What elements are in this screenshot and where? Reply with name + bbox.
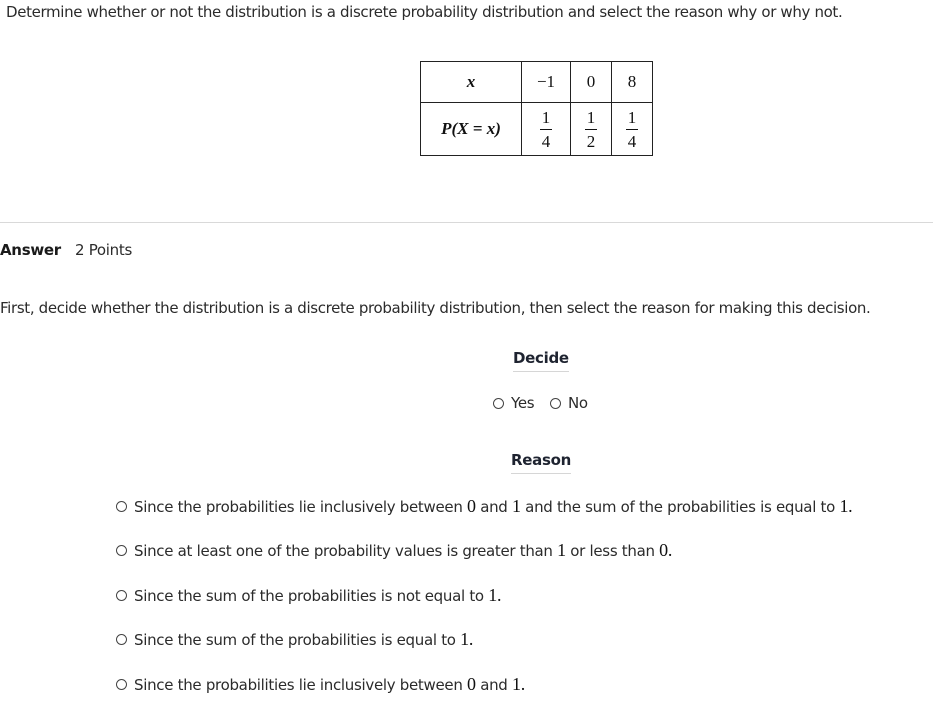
denominator: 4 <box>627 132 637 151</box>
reason-option-4[interactable] <box>116 629 473 650</box>
decide-option-no[interactable] <box>550 394 588 412</box>
row-label-probability: P(X = x) <box>421 103 522 156</box>
table-row-x <box>421 62 653 103</box>
reason-title: Reason <box>511 451 571 474</box>
numerator: 1 <box>540 109 553 130</box>
fraction <box>540 109 553 150</box>
radio-button-icon[interactable] <box>116 545 127 556</box>
row-label-x: x <box>421 62 522 103</box>
option-label: Since the sum of the probabilities is equal to 1. <box>134 629 474 649</box>
numerator: 1 <box>585 109 598 130</box>
option-label: Yes <box>511 394 535 412</box>
probability-cell <box>612 103 653 156</box>
option-label: Since at least one of the probability values is greater than 1 or less than 0. <box>134 540 673 560</box>
radio-button-icon[interactable] <box>550 398 561 409</box>
probability-distribution-table <box>420 61 653 156</box>
table-row-probability <box>421 103 653 156</box>
probability-cell <box>571 103 612 156</box>
radio-button-icon[interactable] <box>493 398 504 409</box>
answer-instructions: First, decide whether the distribution is a discrete probability distribution, then select the reason for making this decision. <box>0 299 871 317</box>
fraction <box>626 109 639 150</box>
question-prompt: Determine whether or not the distribution is a discrete probability distribution and select the reason why or why not. <box>6 3 843 21</box>
x-value-cell: 8 <box>612 62 653 103</box>
section-divider <box>0 222 933 223</box>
radio-button-icon[interactable] <box>116 590 127 601</box>
radio-button-icon[interactable] <box>116 501 127 512</box>
x-value-cell: 0 <box>571 62 612 103</box>
reason-option-5[interactable] <box>116 674 525 695</box>
denominator: 4 <box>541 132 551 151</box>
radio-button-icon[interactable] <box>116 634 127 645</box>
reason-option-2[interactable] <box>116 540 672 561</box>
x-value-cell: −1 <box>522 62 571 103</box>
denominator: 2 <box>586 132 596 151</box>
answer-label: Answer <box>0 241 61 259</box>
option-label: No <box>568 394 588 412</box>
probability-cell <box>522 103 571 156</box>
fraction <box>585 109 598 150</box>
radio-button-icon[interactable] <box>116 679 127 690</box>
option-label: Since the probabilities lie inclusively between 0 and 1 and the sum of the probabilities is equal to 1. <box>134 496 853 516</box>
option-label: Since the probabilities lie inclusively between 0 and 1. <box>134 674 525 694</box>
points-label: 2 Points <box>75 241 132 259</box>
numerator: 1 <box>626 109 639 130</box>
reason-option-3[interactable] <box>116 585 501 606</box>
reason-option-1[interactable] <box>116 496 852 517</box>
option-label: Since the sum of the probabilities is not equal to 1. <box>134 585 502 605</box>
decide-title: Decide <box>513 349 569 372</box>
decide-option-yes[interactable] <box>493 394 534 412</box>
